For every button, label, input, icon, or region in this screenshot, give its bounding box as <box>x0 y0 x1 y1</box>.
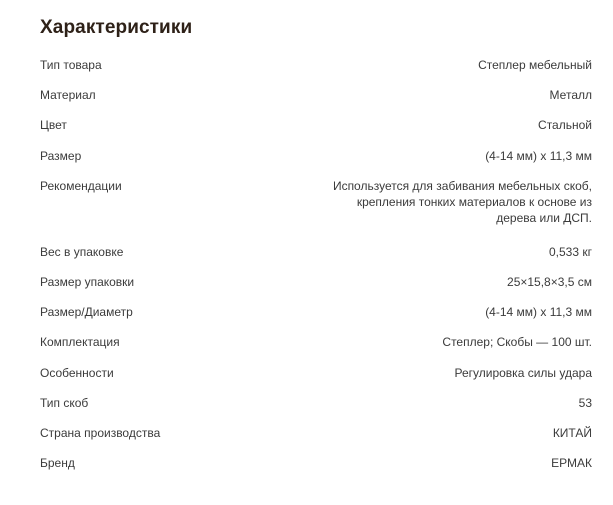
spec-row-staple-type <box>40 395 592 425</box>
spec-value: Степлер мебельный <box>478 58 592 72</box>
spec-value: 0,533 кг <box>549 244 592 259</box>
spec-value: КИТАЙ <box>552 425 592 440</box>
spec-row-material <box>40 87 592 117</box>
spec-label: Тип товара <box>40 58 102 72</box>
section-title: Характеристики <box>40 17 193 38</box>
spec-label: Размер <box>40 148 82 163</box>
spec-label: Бренд <box>40 456 75 471</box>
specs-list <box>40 57 592 485</box>
spec-label: Цвет <box>40 118 67 133</box>
spec-row-features <box>40 365 592 395</box>
spec-label: Тип скоб <box>40 395 89 410</box>
spec-row-color <box>40 117 592 147</box>
spec-label: Комплектация <box>40 335 120 350</box>
spec-label: Особенности <box>40 365 114 380</box>
spec-row-package-size <box>40 274 592 304</box>
spec-value: ЕРМАК <box>551 456 592 471</box>
spec-label: Страна производства <box>40 425 161 440</box>
spec-value: Стальной <box>538 118 592 133</box>
spec-row-size <box>40 148 592 178</box>
spec-label: Материал <box>40 88 96 103</box>
spec-value: (4-14 мм) x 11,3 мм <box>485 305 592 320</box>
spec-label: Вес в упаковке <box>40 244 124 259</box>
spec-value: Регулировка силы удара <box>454 365 592 380</box>
spec-value: 25×15,8×3,5 см <box>507 274 592 289</box>
spec-label: Рекомендации <box>40 178 122 193</box>
spec-row-kit <box>40 334 592 364</box>
spec-row-brand <box>40 455 592 485</box>
spec-value: 53 <box>578 395 592 410</box>
spec-value: Используется для забивания мебельных скоб, крепления тонких материалов к основе из дерева или ДСП. <box>332 178 592 225</box>
spec-label: Размер упаковки <box>40 274 135 289</box>
spec-value: Степлер; Скобы — 100 шт. <box>442 335 592 350</box>
spec-label: Размер/Диаметр <box>40 305 133 320</box>
spec-row-product-type <box>40 57 592 87</box>
spec-row-recommendations <box>40 178 592 244</box>
spec-value: (4-14 мм) x 11,3 мм <box>485 148 592 163</box>
spec-row-size-diameter <box>40 304 592 334</box>
spec-row-package-weight <box>40 244 592 274</box>
spec-row-country <box>40 425 592 455</box>
spec-value: Металл <box>549 88 592 103</box>
